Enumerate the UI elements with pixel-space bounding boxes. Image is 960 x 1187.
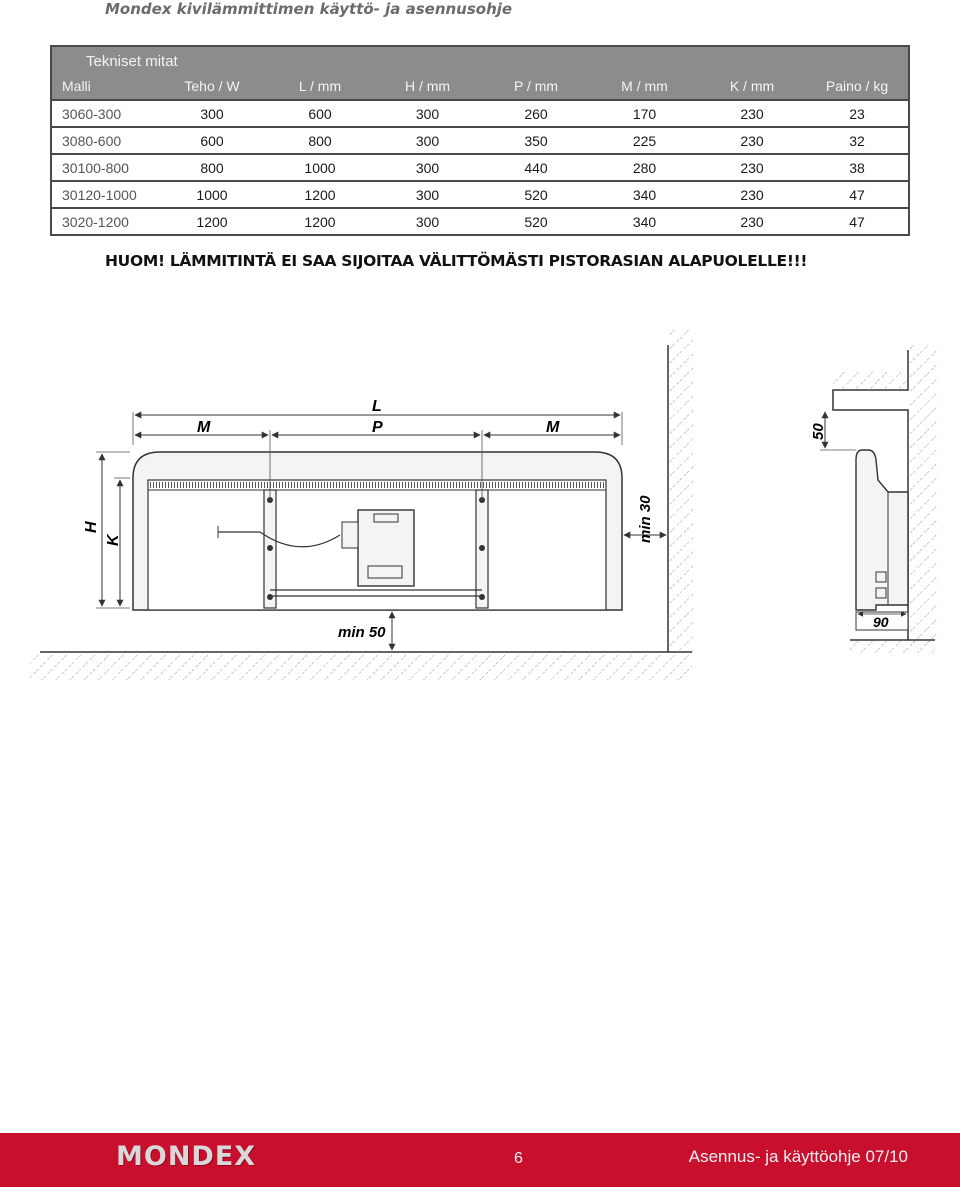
table-cell: 230 [740,105,764,122]
page-number: 6 [514,1150,523,1167]
table-cell: 300 [415,132,440,149]
table-cell: 350 [524,132,548,149]
page-footer [0,1133,960,1187]
table-cell: 1200 [196,213,228,230]
table-cell: 230 [740,159,764,176]
table-row [52,126,908,153]
table-cell: 300 [415,213,440,230]
label-p: P [372,419,383,436]
footer-doc-info: Asennus- ja käyttöohje 07/10 [688,1147,908,1166]
header-cell: L / mm [298,78,342,94]
table-cell: 230 [740,186,764,203]
table-cell: 440 [524,159,548,176]
label-50: 50 [810,423,827,440]
table-cell: 300 [415,159,440,176]
table-cell: 170 [632,105,657,122]
table-cell: 520 [524,186,548,203]
side-wall-hatch [908,345,938,645]
table-cell: 1000 [304,159,336,176]
table-caption: Tekniset mitat [52,47,908,73]
connector [342,522,358,548]
table-cell: 1200 [304,186,336,203]
header-cell: P / mm [513,78,559,94]
floor-hatch [30,652,692,680]
table-cell: 520 [524,213,548,230]
heater-side-view [856,450,908,610]
table-cell: 32 [849,132,865,149]
mondex-logo: MONDEX [116,1141,257,1172]
model-cell: 30120-1000 [62,186,137,203]
wall-hatch [668,330,694,652]
label-l: L [372,398,382,415]
model-cell: 3060-300 [62,105,122,122]
table-cell: 280 [632,159,657,176]
label-m-left: M [197,419,211,436]
table-row [52,207,908,234]
model-cell: 30100-800 [62,159,129,176]
table-cell: 38 [849,159,865,176]
header-cell: Paino / kg [825,78,889,94]
side-floor-hatch [850,640,935,655]
table-cell: 47 [849,213,865,230]
table-cell: 1000 [196,186,228,203]
table-cell: 600 [308,105,332,122]
table-cell: 300 [415,186,440,203]
header-cell: K / mm [729,78,775,94]
table-cell: 260 [524,105,548,122]
table-cell: 230 [740,213,764,230]
table-cell: 225 [632,132,657,149]
table-row [52,180,908,207]
label-min50: min 50 [338,624,386,641]
table-cell: 300 [200,105,224,122]
table-cell: 800 [200,159,224,176]
control-box [358,510,414,586]
warning-text: HUOM! LÄMMITINTÄ EI SAA SIJOITAA VÄLITTÖMÄSTI PISTORASIAN ALAPUOLELLE!!! [105,252,808,270]
installation-diagram [0,320,960,700]
table-row [52,153,908,180]
table-header-row [52,73,908,99]
header-cell: M / mm [621,78,668,94]
table-row [52,99,908,126]
technical-specs-table [50,45,910,236]
label-90: 90 [873,614,889,630]
header-cell: Teho / W [184,78,240,94]
table-cell: 230 [740,132,764,149]
table-cell: 47 [849,186,865,203]
table-cell: 23 [849,105,865,122]
model-cell: 3080-600 [62,132,122,149]
document-title: Mondex kivilämmittimen käyttö- ja asennusohje [105,0,513,18]
model-cell: 3020-1200 [62,213,129,230]
table-cell: 340 [632,213,657,230]
header-cell: Malli [62,78,91,94]
table-cell: 340 [632,186,657,203]
table-cell: 300 [415,105,440,122]
shelf-hatch [833,370,908,390]
label-m-right: M [546,419,560,436]
label-h: H [83,521,100,533]
table-cell: 600 [200,132,224,149]
label-k: K [105,534,122,546]
table-cell: 800 [308,132,332,149]
table-body [52,99,908,234]
table-cell: 1200 [304,213,336,230]
label-min30: min 30 [637,495,654,543]
header-cell: H / mm [404,78,451,94]
